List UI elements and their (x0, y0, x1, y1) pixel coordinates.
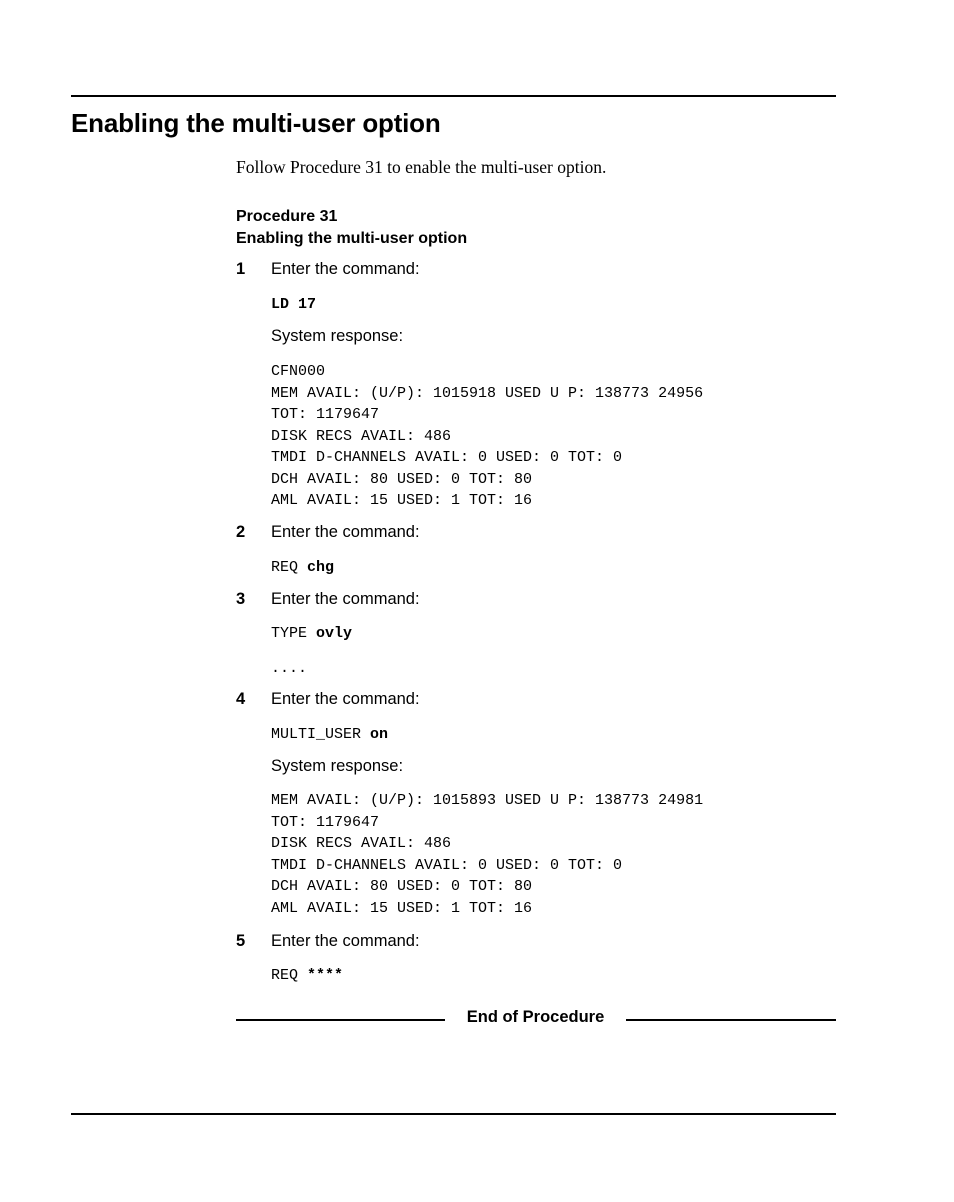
step-5-number: 5 (236, 932, 246, 950)
step-4-response: MEM AVAIL: (U/P): 1015893 USED U P: 138773 24981 TOT: 1179647 DISK RECS AVAIL: 486 TMDI D-CHANNELS AVAIL: 0 USED: 0 TOT: 0 DCH AVAIL: 80 USED: 0 TOT: 80 AML AVAIL: 15 USED: 1 TOT: 16 (271, 792, 704, 917)
step-5-command-value: **** (307, 967, 344, 984)
bottom-rule (71, 1113, 836, 1115)
step-3-ellipsis: .... (271, 660, 308, 677)
step-3-command (271, 623, 352, 645)
end-rule-right (626, 1019, 836, 1021)
end-rule-left (236, 1019, 445, 1021)
step-4-command (271, 724, 388, 746)
step-4-response-label: System response: (271, 757, 404, 775)
step-2-instruction: Enter the command: (271, 523, 420, 541)
step-2-command (271, 557, 334, 579)
step-4-instruction: Enter the command: (271, 690, 420, 708)
step-5-command-prefix: REQ (271, 967, 308, 984)
step-2-command-prefix: REQ (271, 559, 308, 576)
step-1-number: 1 (236, 260, 246, 278)
intro-text: Follow Procedure 31 to enable the multi-user option. (236, 157, 607, 177)
step-1-command: LD 17 (271, 296, 317, 313)
procedure-number: Procedure 31 (236, 208, 338, 225)
step-2-command-value: chg (307, 559, 335, 576)
step-1-response-label: System response: (271, 327, 404, 345)
procedure-title (236, 206, 467, 250)
step-4-number: 4 (236, 690, 246, 708)
step-5-command (271, 965, 343, 987)
section-heading: Enabling the multi-user option (71, 108, 441, 138)
end-of-procedure (236, 1008, 836, 1032)
step-3-instruction: Enter the command: (271, 590, 420, 608)
step-3-number: 3 (236, 590, 246, 608)
step-1-response: CFN000 MEM AVAIL: (U/P): 1015918 USED U P: 138773 24956 TOT: 1179647 DISK RECS AVAIL: 486 TMDI D-CHANNELS AVAIL: 0 USED: 0 TOT: 0 DCH AVAIL: 80 USED: 0 TOT: 80 AML AVAIL: 15 USED: 1 TOT: 16 (271, 363, 704, 509)
step-3-command-prefix: TYPE (271, 625, 317, 642)
step-2-number: 2 (236, 523, 246, 541)
step-1-instruction: Enter the command: (271, 260, 420, 278)
end-of-procedure-label: End of Procedure (466, 1008, 605, 1026)
step-4-command-prefix: MULTI_USER (271, 726, 371, 743)
step-4-command-value: on (370, 726, 389, 743)
step-5-instruction: Enter the command: (271, 932, 420, 950)
procedure-name: Enabling the multi-user option (236, 230, 468, 247)
step-3-command-value: ovly (316, 625, 353, 642)
top-rule (71, 95, 836, 97)
